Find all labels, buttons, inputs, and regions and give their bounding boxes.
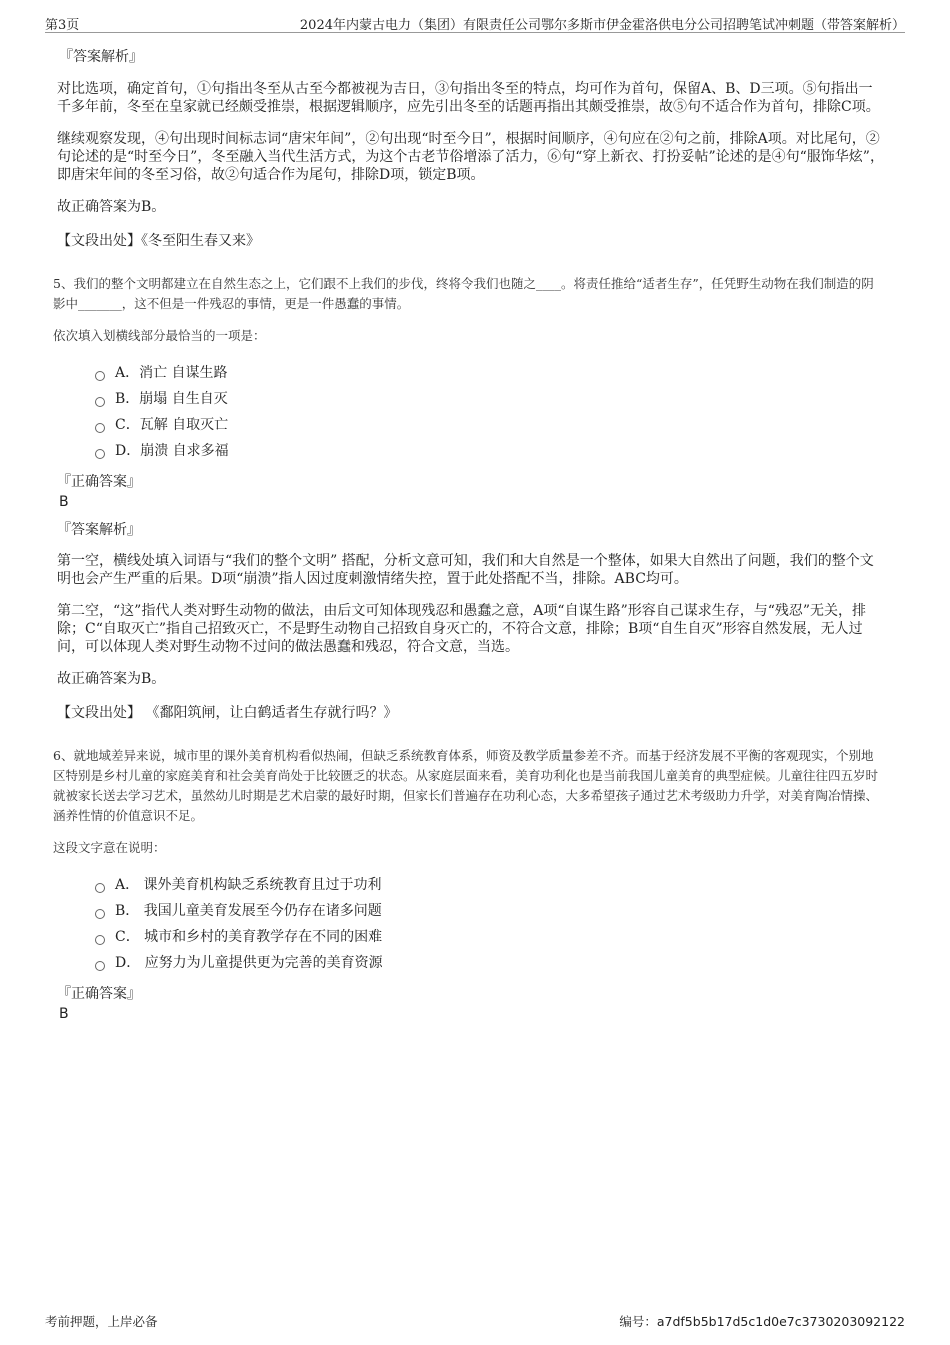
radio-icon[interactable] [95,883,105,893]
radio-icon[interactable] [95,961,105,971]
conclusion-text: 故正确答案为B。 [57,671,166,687]
conclusion-text: 故正确答案为B。 [57,199,166,215]
option-label: B． 我国儿童美育发展至今仍存在诸多问题 [115,903,382,919]
question-prompt: 这段文字意在说明： [53,840,166,855]
correct-answer-label: 『正确答案』 [57,986,141,1002]
correct-answer-value: B [59,494,69,510]
analysis-paragraph: 对比选项，确定首句，①句指出冬至从古至今都被视为吉日，③句指出冬至的特点，均可作为首句，保留A、B、D三项。⑤句指出一千多年前，冬至在皇家就已经颇受推崇，根据逻辑顺序，应先引出冬至的话题再指出其颇受推崇，故⑤句不适合作为首句，排除C项。 [57,81,880,115]
option-list [57,360,884,464]
analysis-label: 『答案解析』 [59,49,143,65]
option-label: B．崩塌 自生自灭 [115,391,228,407]
option-b[interactable] [95,898,884,924]
option-a[interactable] [95,360,884,386]
option-label: D． 应努力为儿童提供更为完善的美育资源 [115,955,383,971]
option-b[interactable] [95,386,884,412]
option-c[interactable] [95,412,884,438]
option-a[interactable] [95,872,884,898]
analysis-paragraph: 第二空，“这”指代人类对野生动物的做法，由后文可知体现残忍和愚蠢之意，A项“自谋生路”形容自己谋求生存，与“残忍”无关，排除；C“自取灭亡”指自己招致灭亡，不是野生动物自己招致自身灭亡的，不符合文意，排除；B项“自生自灭”形容自然发展，无人过问，可以体现人类对野生动物不过问的做法愚蠢和残忍，符合文意，当选。 [57,603,867,655]
option-label: C． 城市和乡村的美育教学存在不同的困难 [115,929,383,945]
radio-icon[interactable] [95,935,105,945]
option-label: C．瓦解 自取灭亡 [115,417,229,433]
page-number: 第3页 [45,18,80,33]
radio-icon[interactable] [95,449,105,459]
radio-icon[interactable] [95,423,105,433]
question-6 [53,746,884,1024]
radio-icon[interactable] [95,397,105,407]
document-title: 2024年内蒙古电力（集团）有限责任公司鄂尔多斯市伊金霍洛供电分公司招聘笔试冲刺题（带答案解析） [299,18,905,33]
question-text: 6、就地域差异来说，城市里的课外美育机构看似热闹，但缺乏系统教育体系，师资及教学质量参差不齐。而基于经济发展不平衡的客观现实，个别地区特别是乡村儿童的家庭美育和社会美育尚处于比较匮乏的状态。从家庭层面来看，美育功利化也是当前我国儿童美育的典型症候。儿童往往四五岁时就被家长送去学习艺术，虽然幼儿时期是艺术启蒙的最好时期，但家长们普遍存在功利心态，大多希望孩子通过艺术考级助力升学，对美育陶冶情操、涵养性情的价值意识不足。 [53,748,879,823]
question-text: 5、我们的整个文明都建立在自然生态之上，它们跟不上我们的步伐，终将令我们也随之____。将责任推给“适者生存”，任凭野生动物在我们制造的阴影中_______，这不但是一件残忍的事情，更是一件愚蠢的事情。 [53,276,874,311]
question-5 [53,274,884,722]
option-c[interactable] [95,924,884,950]
option-list [57,872,884,976]
correct-answer-value: B [59,1006,69,1022]
main-content [53,46,884,1024]
option-label: D．崩溃 自求多福 [115,443,229,459]
analysis-label: 『答案解析』 [57,522,141,538]
option-label: A． 课外美育机构缺乏系统教育且过于功利 [115,877,382,893]
radio-icon[interactable] [95,909,105,919]
question-prompt: 依次填入划横线部分最恰当的一项是： [53,328,266,343]
option-d[interactable] [95,950,884,976]
analysis-paragraph: 第一空，横线处填入词语与“我们的整个文明” 搭配，分析文意可知，我们和大自然是一个整体，如果大自然出了问题，我们的整个文明也会产生严重的后果。D项“崩溃”指人因过度刺激情绪失控，置于此处搭配不当，排除。ABC均可。 [57,553,874,587]
document-id: 编号：a7df5b5b17d5c1d0e7c3730203092122 [619,1314,905,1329]
option-d[interactable] [95,438,884,464]
source-citation: 【文段出处】《冬至阳生春又来》 [57,233,260,249]
correct-answer-label: 『正确答案』 [57,474,141,490]
page-header [45,12,905,33]
analysis-paragraph: 继续观察发现，④句出现时间标志词“唐宋年间”，②句出现“时至今日”，根据时间顺序，④句应在②句之前，排除A项。对比尾句，②句论述的是“时至今日”，冬至融入当代生活方式，为这个古老节俗增添了活力，⑥句“穿上新衣、打扮妥帖”论述的是④句“服饰华炫”，即唐宋年间的冬至习俗，故②句适合作为尾句，排除D项，锁定B项。 [57,131,884,183]
option-label: A．消亡 自谋生路 [115,365,228,381]
footer-slogan: 考前押题，上岸必备 [45,1314,158,1329]
radio-icon[interactable] [95,371,105,381]
source-citation: 【文段出处】 《鄱阳筑闸，让白鹤适者生存就行吗？》 [57,705,398,721]
